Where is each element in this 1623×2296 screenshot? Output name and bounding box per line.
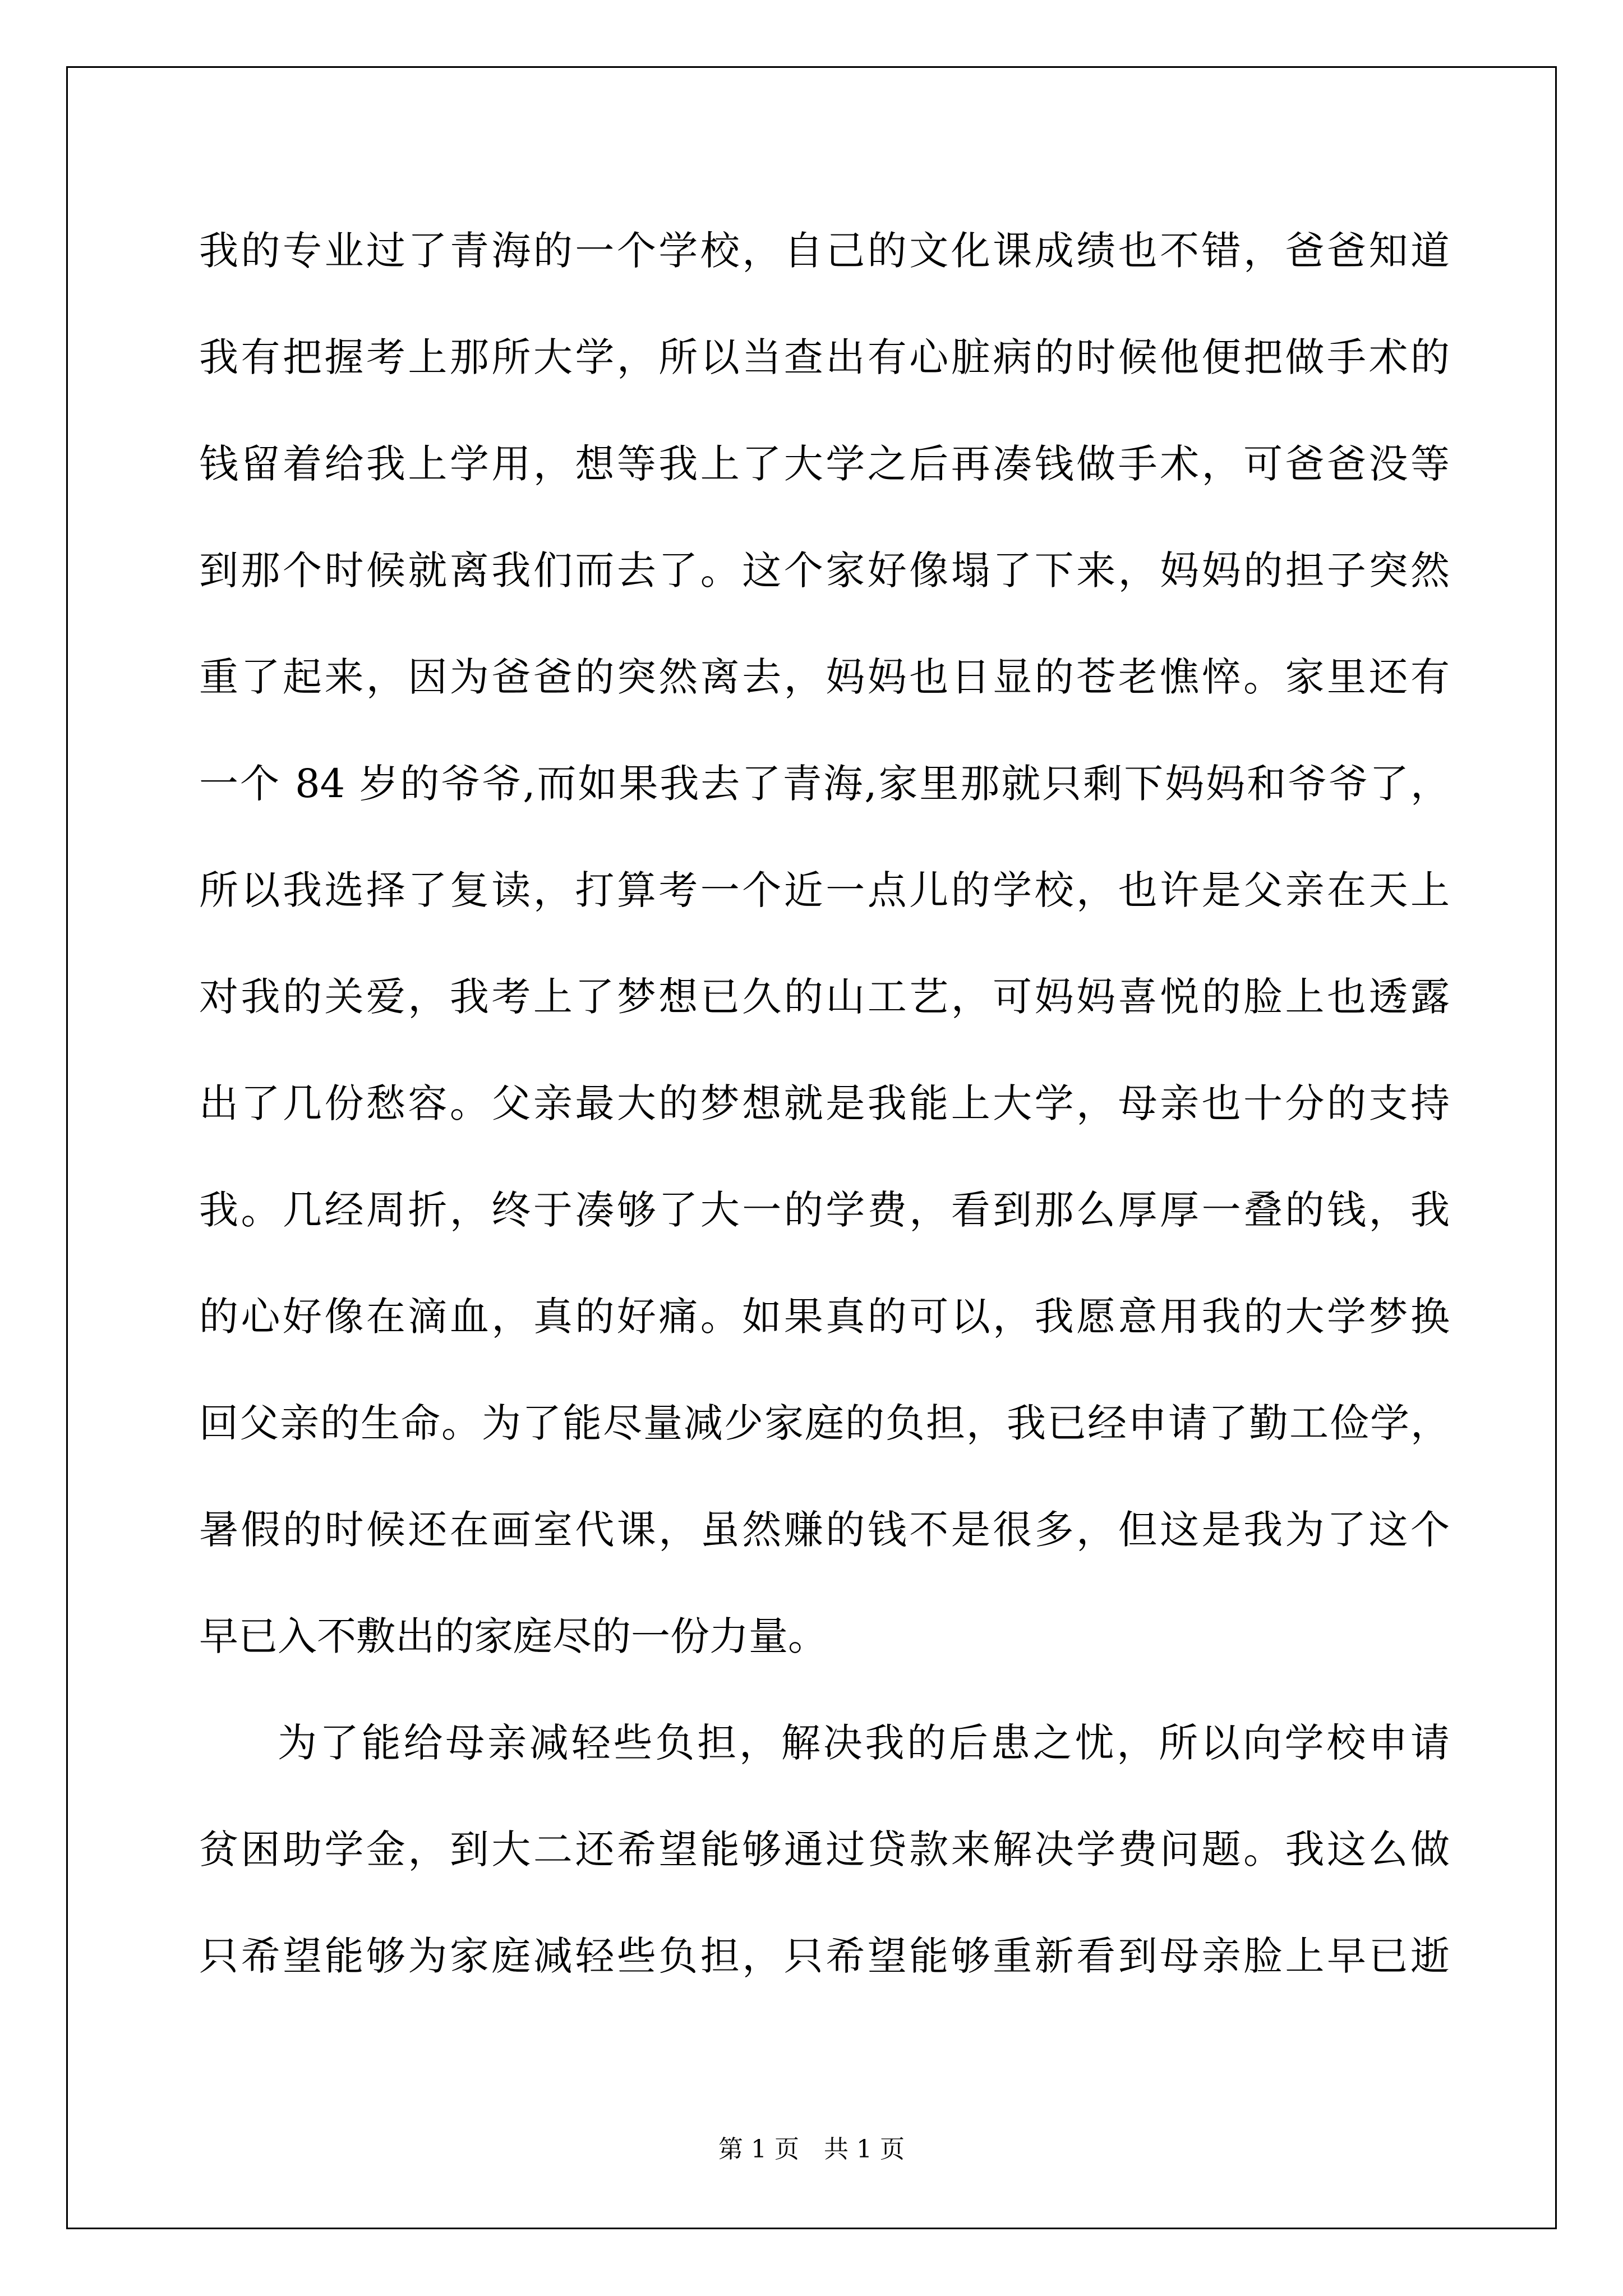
document-body: [199, 197, 1450, 2009]
text-line: 出了几份愁容。父亲最大的梦想就是我能上大学，母亲也十分的支持: [199, 1080, 1450, 1126]
text-line: 我的专业过了青海的一个学校，自己的文化课成绩也不错，爸爸知道: [199, 228, 1450, 274]
text-line: 为了能给母亲减轻些负担，解决我的后患之忧，所以向学校申请: [278, 1720, 1450, 1766]
text-line: 一个 84 岁的爷爷,而如果我去了青海,家里那就只剩下妈妈和爷爷了，: [199, 761, 1450, 807]
text-line: 钱留着给我上学用，想等我上了大学之后再凑钱做手术，可爸爸没等: [199, 441, 1450, 487]
text-line: 所以我选择了复读，打算考一个近一点儿的学校，也许是父亲在天上: [199, 867, 1450, 913]
text-line: 贫困助学金，到大二还希望能够通过贷款来解决学费问题。我这么做: [199, 1826, 1450, 1872]
text-line: 只希望能够为家庭减轻些负担，只希望能够重新看到母亲脸上早已逝: [199, 1933, 1450, 1979]
text-line: 到那个时候就离我们而去了。这个家好像塌了下来，妈妈的担子突然: [199, 547, 1450, 593]
text-line: 的心好像在滴血，真的好痛。如果真的可以，我愿意用我的大学梦换: [199, 1294, 1450, 1340]
text-line: 重了起来，因为爸爸的突然离去，妈妈也日显的苍老憔悴。家里还有: [199, 654, 1450, 700]
text-line: 我有把握考上那所大学，所以当查出有心脏病的时候他便把做手术的: [199, 334, 1450, 380]
page-footer: 第 1 页 共 1 页: [718, 2135, 905, 2164]
text-line: 早已入不敷出的家庭尽的一份力量。: [199, 1613, 827, 1659]
paragraph-2: [199, 1690, 1450, 2009]
text-line: 对我的关爱，我考上了梦想已久的山工艺，可妈妈喜悦的脸上也透露: [199, 974, 1450, 1020]
text-line: 回父亲的生命。为了能尽量减少家庭的负担，我已经申请了勤工俭学，: [199, 1400, 1450, 1446]
text-line: 我。几经周折，终于凑够了大一的学费，看到那么厚厚一叠的钱，我: [199, 1187, 1450, 1233]
text-line: 暑假的时候还在画室代课，虽然赚的钱不是很多，但这是我为了这个: [199, 1507, 1450, 1553]
paragraph-1: [199, 197, 1450, 1690]
